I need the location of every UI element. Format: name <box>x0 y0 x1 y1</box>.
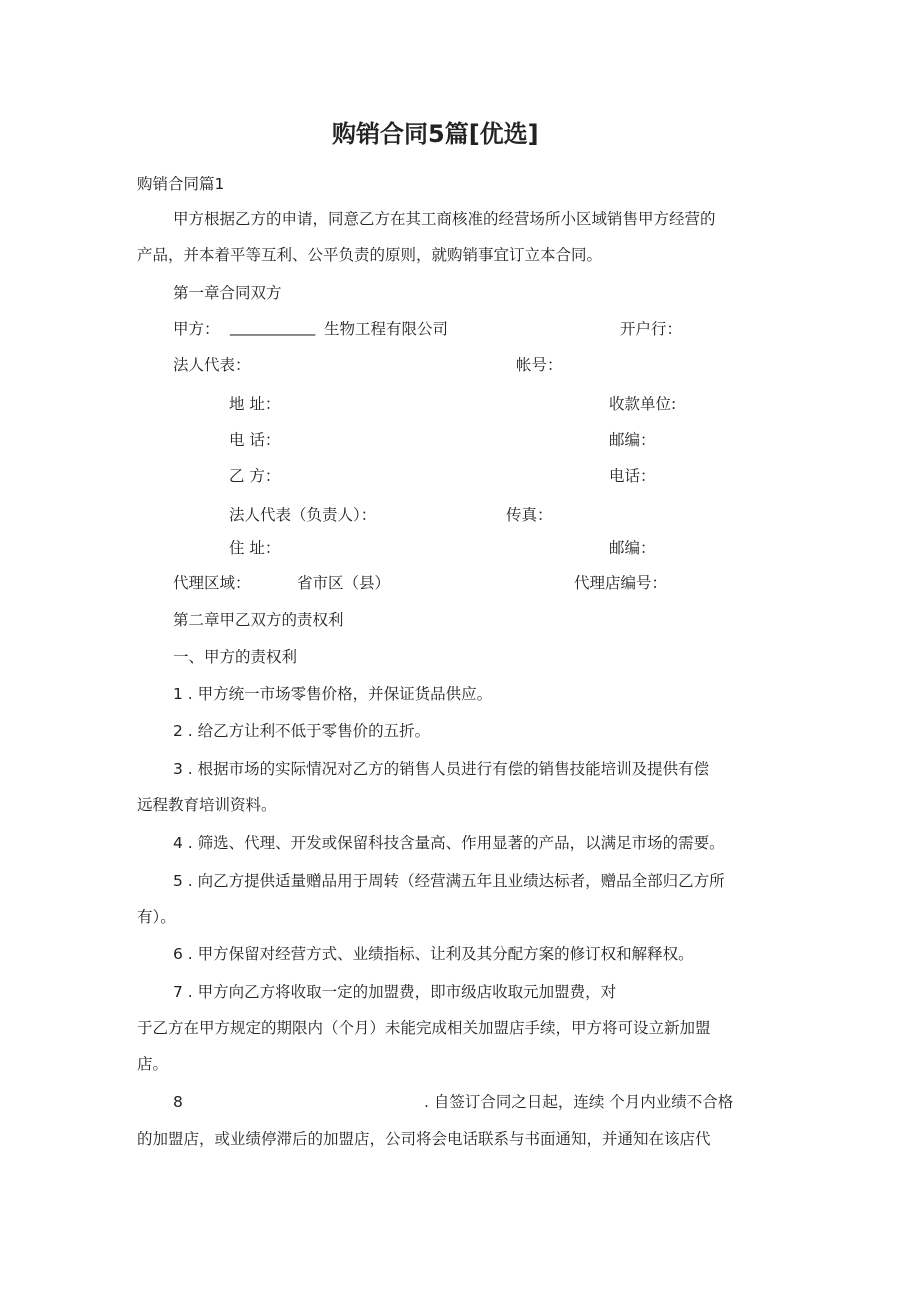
payee-label: 收款单位: <box>609 395 677 413</box>
clause-item: 4 . 筛选、代理、开发或保留科技含量高、作用显著的产品，以满足市场的需要。 <box>173 834 725 852</box>
clause-continuation: 远程教育培训资料。 <box>137 796 277 814</box>
party-a-name: 生物工程有限公司 <box>324 320 449 338</box>
party-a-blank: ___________ <box>230 318 316 336</box>
party-b-legal-rep-label: 法人代表（负责人）： <box>229 506 377 524</box>
party-a-label: 甲方： <box>173 320 220 338</box>
clause-item: 3 . 根据市场的实际情况对乙方的销售人员进行有偿的销售技能培训及提供有偿 <box>173 760 710 778</box>
fax-label: 传真： <box>506 506 553 524</box>
account-label: 帐号： <box>516 356 563 374</box>
clause-continuation: 于乙方在甲方规定的期限内（个月）未能完成相关加盟店手续，甲方将可设立新加盟 <box>137 1019 711 1037</box>
section-subtitle: 购销合同篇1 <box>137 175 225 193</box>
clause-continuation: 店。 <box>137 1055 169 1073</box>
clause-item: 5 . 向乙方提供适量赠品用于周转（经营满五年且业绩达标者，赠品全部归乙方所 <box>173 872 725 890</box>
clause-item: 7 . 甲方向乙方将收取一定的加盟费，即市级店收取元加盟费，对 <box>173 983 617 1001</box>
clause-continuation: 有）。 <box>137 908 176 926</box>
clause-item: 6 . 甲方保留对经营方式、业绩指标、让利及其分配方案的修订权和解释权。 <box>173 945 694 963</box>
store-number-label: 代理店编号： <box>574 574 668 592</box>
postcode-label: 邮编： <box>609 431 656 449</box>
clause-8-number: 8 <box>173 1093 183 1111</box>
chapter-heading: 第二章甲乙双方的责权利 <box>173 611 344 629</box>
phone-label: 电 话： <box>229 431 281 449</box>
chapter-heading: 第一章合同双方 <box>173 284 282 302</box>
intro-line-1: 甲方根据乙方的申请，同意乙方在其工商核准的经营场所小区域销售甲方经营的 <box>173 210 716 228</box>
party-b-label: 乙 方： <box>229 467 281 485</box>
clause-item: 2 . 给乙方让利不低于零售价的五折。 <box>173 722 431 740</box>
agency-region-value: 省市区（县） <box>297 574 391 592</box>
clause-continuation: 的加盟店，或业绩停滞后的加盟店，公司将会电话联系与书面通知，并通知在该店代 <box>137 1130 711 1148</box>
residence-label: 住 址： <box>229 539 281 557</box>
party-b-postcode-label: 邮编： <box>609 539 656 557</box>
legal-rep-label: 法人代表： <box>173 356 251 374</box>
party-b-phone-label: 电话： <box>609 467 656 485</box>
clause-8-text: . 自签订合同之日起，连续 个月内业绩不合格 <box>424 1093 734 1111</box>
section-heading: 一、甲方的责权利 <box>173 648 298 666</box>
intro-line-2: 产品，并本着平等互利、公平负责的原则，就购销事宜订立本合同。 <box>137 246 603 264</box>
agency-region-label: 代理区域： <box>173 574 251 592</box>
clause-item: 1 . 甲方统一市场零售价格，并保证货品供应。 <box>173 685 493 703</box>
bank-label: 开户行： <box>620 320 683 338</box>
address-label: 地 址： <box>229 395 281 413</box>
document-title: 购销合同5篇[优选] <box>332 120 539 148</box>
